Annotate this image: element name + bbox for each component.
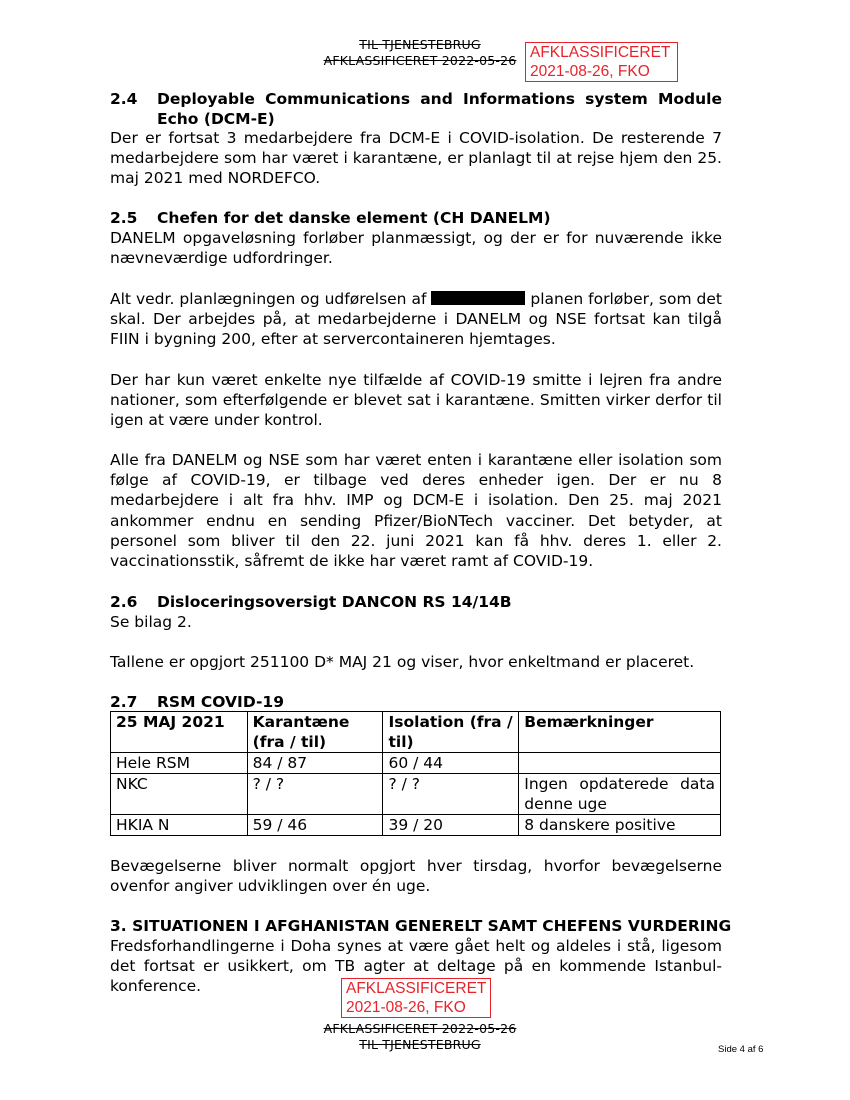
stamp-line2: 2021-08-26, FKO	[346, 999, 466, 1016]
table-header-cell: Bemærkninger	[519, 712, 721, 753]
section-2-5-paragraph-3: Der har kun været enkelte nye tilfælde af COVID-19 smitte i lejren fra andre nationer, som efterfølgende er blevet sat i karantæne. Smitten virker derfor til igen at være under kontrol.	[110, 371, 722, 430]
section-2-5-paragraph-4: Alle fra DANELM og NSE som har været enten i karantæne eller isolation som følge af COVID-19, er tilbage ved deres enheder igen. Der er nu 8 medarbejdere i alt fra hhv. IMP og DCM-E i isolation. Den 25. maj 2021 ankommer endnu en sending Pfizer/BioNTech vacciner. Det betyder, at personel som bliver til den 22. juni 2021 kan få hhv. deres 1. eller 2. vaccinationsstik, såfremt de ikke har været ramt af COVID-19.	[110, 451, 722, 571]
section-number: 2.7	[110, 693, 138, 711]
section-2-6-paragraph-2: Tallene er opgjort 251100 D* MAJ 21 og viser, hvor enkeltmand er placeret.	[110, 653, 695, 671]
table-cell: 84 / 87	[247, 753, 383, 774]
section-2-4-heading	[110, 89, 722, 129]
stamp-line1: AFKLASSIFICERET	[346, 980, 487, 997]
table-row	[111, 815, 721, 836]
table-header-row	[111, 712, 721, 753]
table-cell: ? / ?	[383, 774, 519, 815]
table-header-cell: Karantæne (fra / til)	[247, 712, 383, 753]
section-title: Deployable Communications and Informations system Module Echo (DCM-E)	[157, 90, 722, 128]
table-cell: NKC	[111, 774, 248, 815]
paragraph-text-before-redaction: Alt vedr. planlægningen og udførelsen af	[110, 290, 432, 308]
section-number: 2.4	[110, 90, 138, 108]
section-2-5-heading	[110, 208, 722, 228]
section-2-4-paragraph: Der er fortsat 3 medarbejdere fra DCM-E i COVID-isolation. De resterende 7 medarbejdere som har været i karantæne, er planlagt til at rejse hjem den 25. maj 2021 med NORDEFCO.	[110, 129, 722, 188]
section-2-7-heading	[110, 692, 722, 712]
table-header-cell: Isolation (fra / til)	[383, 712, 519, 753]
table-row	[111, 774, 721, 815]
table-header-cell: 25 MAJ 2021	[111, 712, 248, 753]
table-cell: 60 / 44	[383, 753, 519, 774]
section-title: Chefen for det danske element (CH DANELM)	[157, 209, 551, 227]
table-cell: Ingen opdaterede data denne uge	[519, 774, 721, 815]
section-3-heading: 3. SITUATIONEN I AFGHANISTAN GENERELT SAMT CHEFENS VURDERING	[110, 917, 732, 935]
rsm-covid-table	[110, 711, 721, 836]
table-cell: 39 / 20	[383, 815, 519, 836]
declassified-stamp-header	[525, 42, 678, 82]
table-cell: HKIA N	[111, 815, 248, 836]
stamp-line1: AFKLASSIFICERET	[530, 44, 671, 61]
page-number: Side 4 af 6	[718, 1044, 764, 1055]
stamp-line2: 2021-08-26, FKO	[530, 63, 650, 80]
section-3-paragraph: Fredsforhandlingerne i Doha synes at være gået helt og aldeles i stå, ligesom det fortsat er usikkert, om TB agter at deltage på en kommende Istanbul-konference.	[110, 937, 722, 996]
section-number: 2.5	[110, 209, 138, 227]
table-cell: Hele RSM	[111, 753, 248, 774]
section-2-5-paragraph-2	[110, 289, 722, 350]
section-title: Disloceringsoversigt DANCON RS 14/14B	[157, 593, 512, 611]
table-cell: 59 / 46	[247, 815, 383, 836]
section-number: 2.6	[110, 593, 138, 611]
classification-footer-line2: TIL TJENESTEBRUG	[359, 1037, 481, 1052]
section-2-5-paragraph-1: DANELM opgaveløsning forløber planmæssigt, og der er for nuværende ikke nævneværdige udfordringer.	[110, 229, 722, 268]
table-cell: ? / ?	[247, 774, 383, 815]
classification-header-line1: TIL TJENESTEBRUG	[359, 37, 481, 52]
redaction-bar	[431, 291, 525, 305]
paragraph-text-after-redaction: planen forløber, som det skal. Der arbejdes på, at medarbejderne i DANELM og NSE fortsat kan tilgå FIIN i bygning 200, efter at servercontaineren hjemtages.	[110, 290, 722, 349]
section-2-6-heading	[110, 592, 722, 612]
classification-header-line2: AFKLASSIFICERET 2022-05-26	[323, 53, 517, 68]
table-row	[111, 753, 721, 774]
table-cell	[519, 753, 721, 774]
section-2-6-paragraph-1: Se bilag 2.	[110, 613, 192, 631]
classification-footer-line1: AFKLASSIFICERET 2022-05-26	[323, 1021, 517, 1036]
section-2-7-paragraph: Bevægelserne bliver normalt opgjort hver tirsdag, hvorfor bevægelserne ovenfor angiver udviklingen over én uge.	[110, 857, 722, 896]
section-title: RSM COVID-19	[157, 693, 284, 711]
table-cell: 8 danskere positive	[519, 815, 721, 836]
declassified-stamp-footer	[341, 978, 491, 1018]
